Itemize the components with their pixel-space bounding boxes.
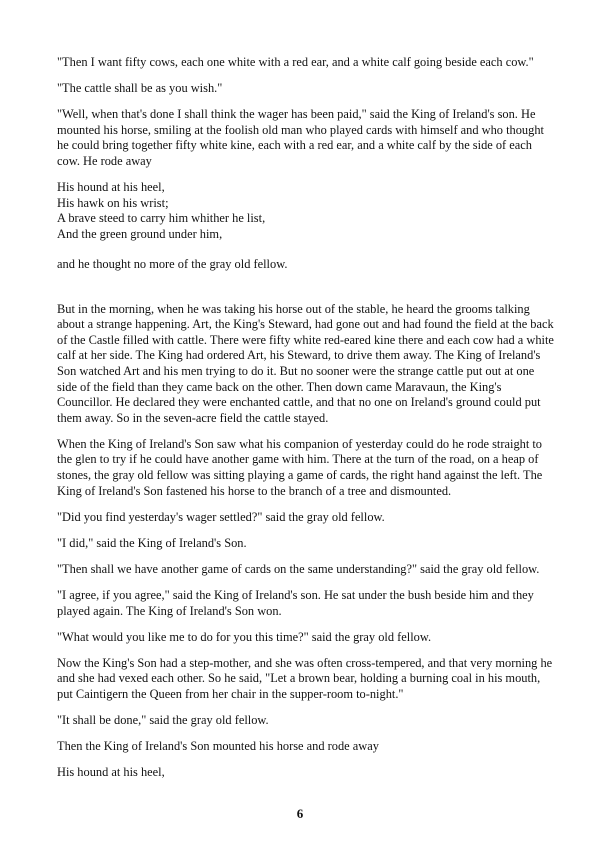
- paragraph: "What would you like me to do for you this time?" said the gray old fellow.: [57, 629, 432, 644]
- paragraph: "Then shall we have another game of cards on the same understanding?" said the gray old fellow.: [57, 561, 540, 576]
- paragraph: and he thought no more of the gray old fellow.: [57, 257, 288, 272]
- paragraph: "The cattle shall be as you wish.": [57, 81, 223, 96]
- paragraph: "Well, when that's done I shall think the wager has been paid," said the King of Ireland's son. He mounted his horse, smiling at the foolish old man who played cards with himself and who thought he could bring together fifty white kine, each with a red ear, and a white calf by the side of each cow. He rode away: [57, 107, 544, 168]
- paragraph: "It shall be done," said the gray old fellow.: [57, 713, 269, 727]
- paragraph: But in the morning, when he was taking his horse out of the stable, he heard the grooms talking about a strange happening. Art, the King's Steward, had gone out and had found the field at the back of the Castle filled with cattle. There were fifty white red-eared kine there and each cow had a white calf at her side. The King had ordered Art, his Steward, to drive them away. The King of Ireland's Son watched Art and his men trying to do it. But no sooner were the strange cattle put out at one side of the field than they came back on the other. Then down came Maravaun, the King's Councillor. He declared they were enchanted cattle, and that no one on Ireland's ground could put them away. So in the seven-acre field the cattle stayed.: [57, 301, 554, 425]
- paragraph: When the King of Ireland's Son saw what his companion of yesterday could do he rode straight to the glen to try if he could have another game with him. There at the turn of the road, on a heap of stones, the gray old fellow was sitting playing a game of cards, the right hand against the left. The King of Ireland's Son fastened his horse to the branch of a tree and dismounted.: [57, 436, 543, 498]
- page-number: 6: [296, 806, 304, 821]
- verse-line: A brave steed to carry him whither he list,: [57, 211, 266, 226]
- section-gap: [57, 284, 557, 302]
- verse-line: And the green ground under him,: [57, 226, 223, 241]
- paragraph: Then the King of Ireland's Son mounted his horse and rode away: [57, 739, 379, 754]
- page-body: [57, 55, 557, 791]
- paragraph: "I did," said the King of Ireland's Son.: [57, 535, 247, 550]
- paragraph: "I agree, if you agree," said the King of Ireland's son. He sat under the bush beside him and they played again. The King of Ireland's Son won.: [57, 587, 534, 618]
- verse-block: [57, 180, 557, 242]
- paragraph: "Then I want fifty cows, each one white with a red ear, and a white calf going beside each cow.": [57, 55, 534, 69]
- paragraph: "Did you find yesterday's wager settled?" said the gray old fellow.: [57, 509, 385, 524]
- paragraph: Now the King's Son had a step-mother, and she was often cross-tempered, and that very morning he and she had vexed each other. So he said, "Let a brown bear, holding a burning coal in his mouth, put Caintigern the Queen from her chair in the supper-room to-night.": [57, 655, 553, 701]
- verse-line: His hawk on his wrist;: [57, 195, 169, 210]
- verse-line: His hound at his heel,: [57, 180, 165, 195]
- paragraph: His hound at his heel,: [57, 765, 165, 780]
